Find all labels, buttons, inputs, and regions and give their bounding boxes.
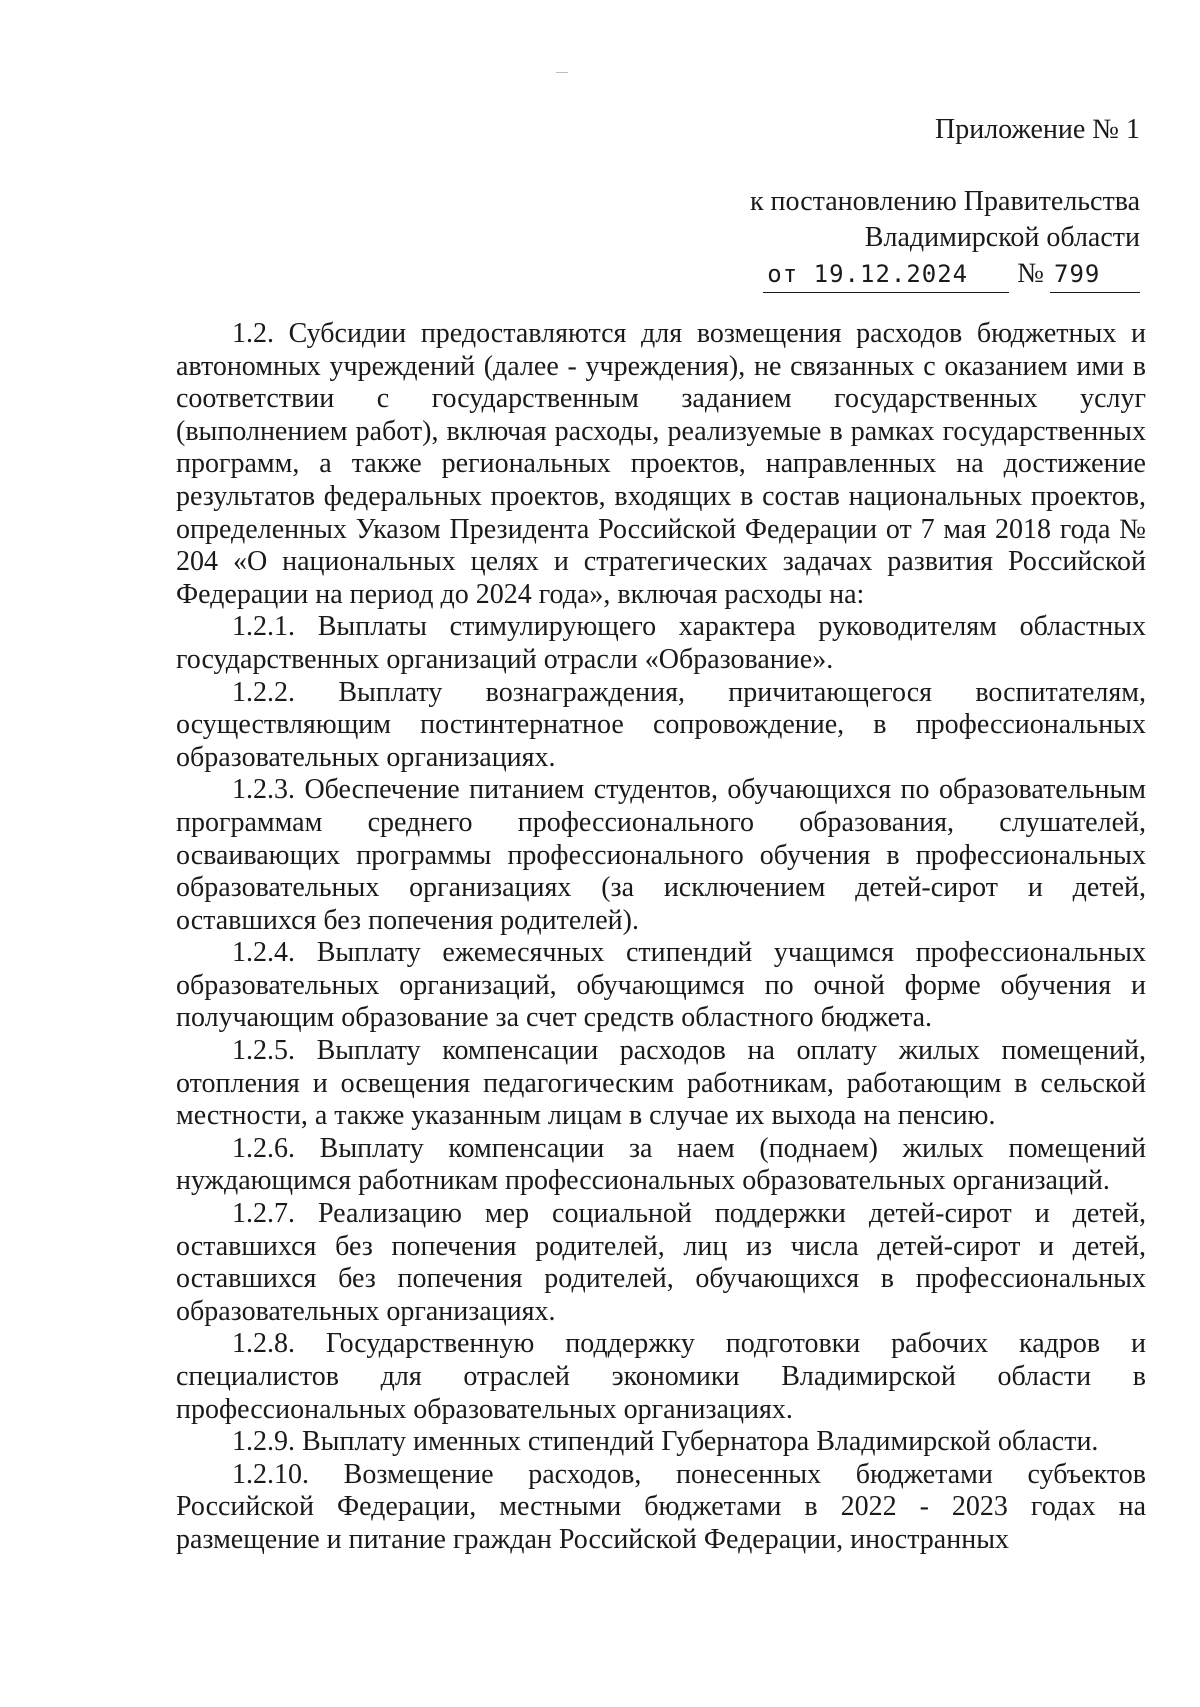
document-body bbox=[176, 318, 1146, 1557]
paragraph-1-2-1: 1.2.1. Выплаты стимулирующего характера руководителям областных государственных организаций отрасли «Образование». bbox=[176, 611, 1146, 675]
resolution-reference-line1: к постановлению Правительства bbox=[749, 186, 1140, 217]
paragraph-1-2-6: 1.2.6. Выплату компенсации за наем (поднаем) жилых помещений нуждающимся работникам профессиональных образовательных организаций. bbox=[176, 1132, 1146, 1197]
number-value: 799 bbox=[1050, 256, 1140, 293]
paragraph-1-2: 1.2. Субсидии предоставляются для возмещения расходов бюджетных и автономных учреждений (далее - учреждения), не связанных с оказанием ими в соответствии с государственным заданием государственных услуг (выполнением работ), включая расходы, реализуемые в рамках государственных программ, а также региональных проектов, направленных на достижение результатов федеральных проектов, входящих в состав национальных проектов, определенных Указом Президента Российской Федерации от 7 мая 2018 года № 204 «О национальных целях и стратегических задачах развития Российской Федерации на период до 2024 года», включая расходы на: bbox=[176, 318, 1146, 610]
paragraph-1-2-7: 1.2.7. Реализацию мер социальной поддержки детей-сирот и детей, оставшихся без попечения родителей, лиц из числа детей-сирот и детей, оставшихся без попечения родителей, обучающихся в профессиональных образовательных организациях. bbox=[176, 1198, 1146, 1327]
date-field bbox=[763, 256, 1009, 293]
paragraph-1-2-3: 1.2.3. Обеспечение питанием студентов, обучающихся по образовательным программам среднего профессионального образования, слушателей, осваивающих программы профессионального обучения в профессиональных образовательных организациях (за исключением детей-сирот и детей, оставшихся без попечения родителей). bbox=[176, 774, 1146, 936]
date-prefix: от bbox=[767, 260, 799, 288]
date-value: 19.12.2024 bbox=[813, 260, 969, 288]
resolution-reference-line2: Владимирской области bbox=[864, 222, 1140, 253]
scan-mark bbox=[556, 72, 568, 73]
appendix-title: Приложение № 1 bbox=[935, 114, 1140, 145]
appendix-header bbox=[620, 112, 1140, 293]
paragraph-1-2-2: 1.2.2. Выплату вознаграждения, причитающегося воспитателям, осуществляющим постинтернатное сопровождение, в профессиональных образовательных организациях. bbox=[176, 676, 1146, 773]
paragraph-1-2-9: 1.2.9. Выплату именных стипендий Губернатора Владимирской области. bbox=[232, 1426, 1099, 1458]
date-number-line bbox=[620, 256, 1140, 293]
number-sign: № bbox=[1017, 258, 1044, 289]
paragraph-1-2-8: 1.2.8. Государственную поддержку подготовки рабочих кадров и специалистов для отраслей экономики Владимирской области в профессиональных образовательных организациях. bbox=[176, 1328, 1146, 1425]
paragraph-1-2-10: 1.2.10. Возмещение расходов, понесенных бюджетами субъектов Российской Федерации, местными бюджетами в 2022 - 2023 годах на размещение и питание граждан Российской Федерации, иностранных bbox=[176, 1458, 1146, 1555]
paragraph-1-2-4: 1.2.4. Выплату ежемесячных стипендий учащимся профессиональных образовательных организаций, обучающимся по очной форме обучения и получающим образование за счет средств областного бюджета. bbox=[176, 937, 1146, 1034]
paragraph-1-2-5: 1.2.5. Выплату компенсации расходов на оплату жилых помещений, отопления и освещения педагогическим работникам, работающим в сельской местности, а также указанным лицам в случае их выхода на пенсию. bbox=[176, 1035, 1146, 1132]
